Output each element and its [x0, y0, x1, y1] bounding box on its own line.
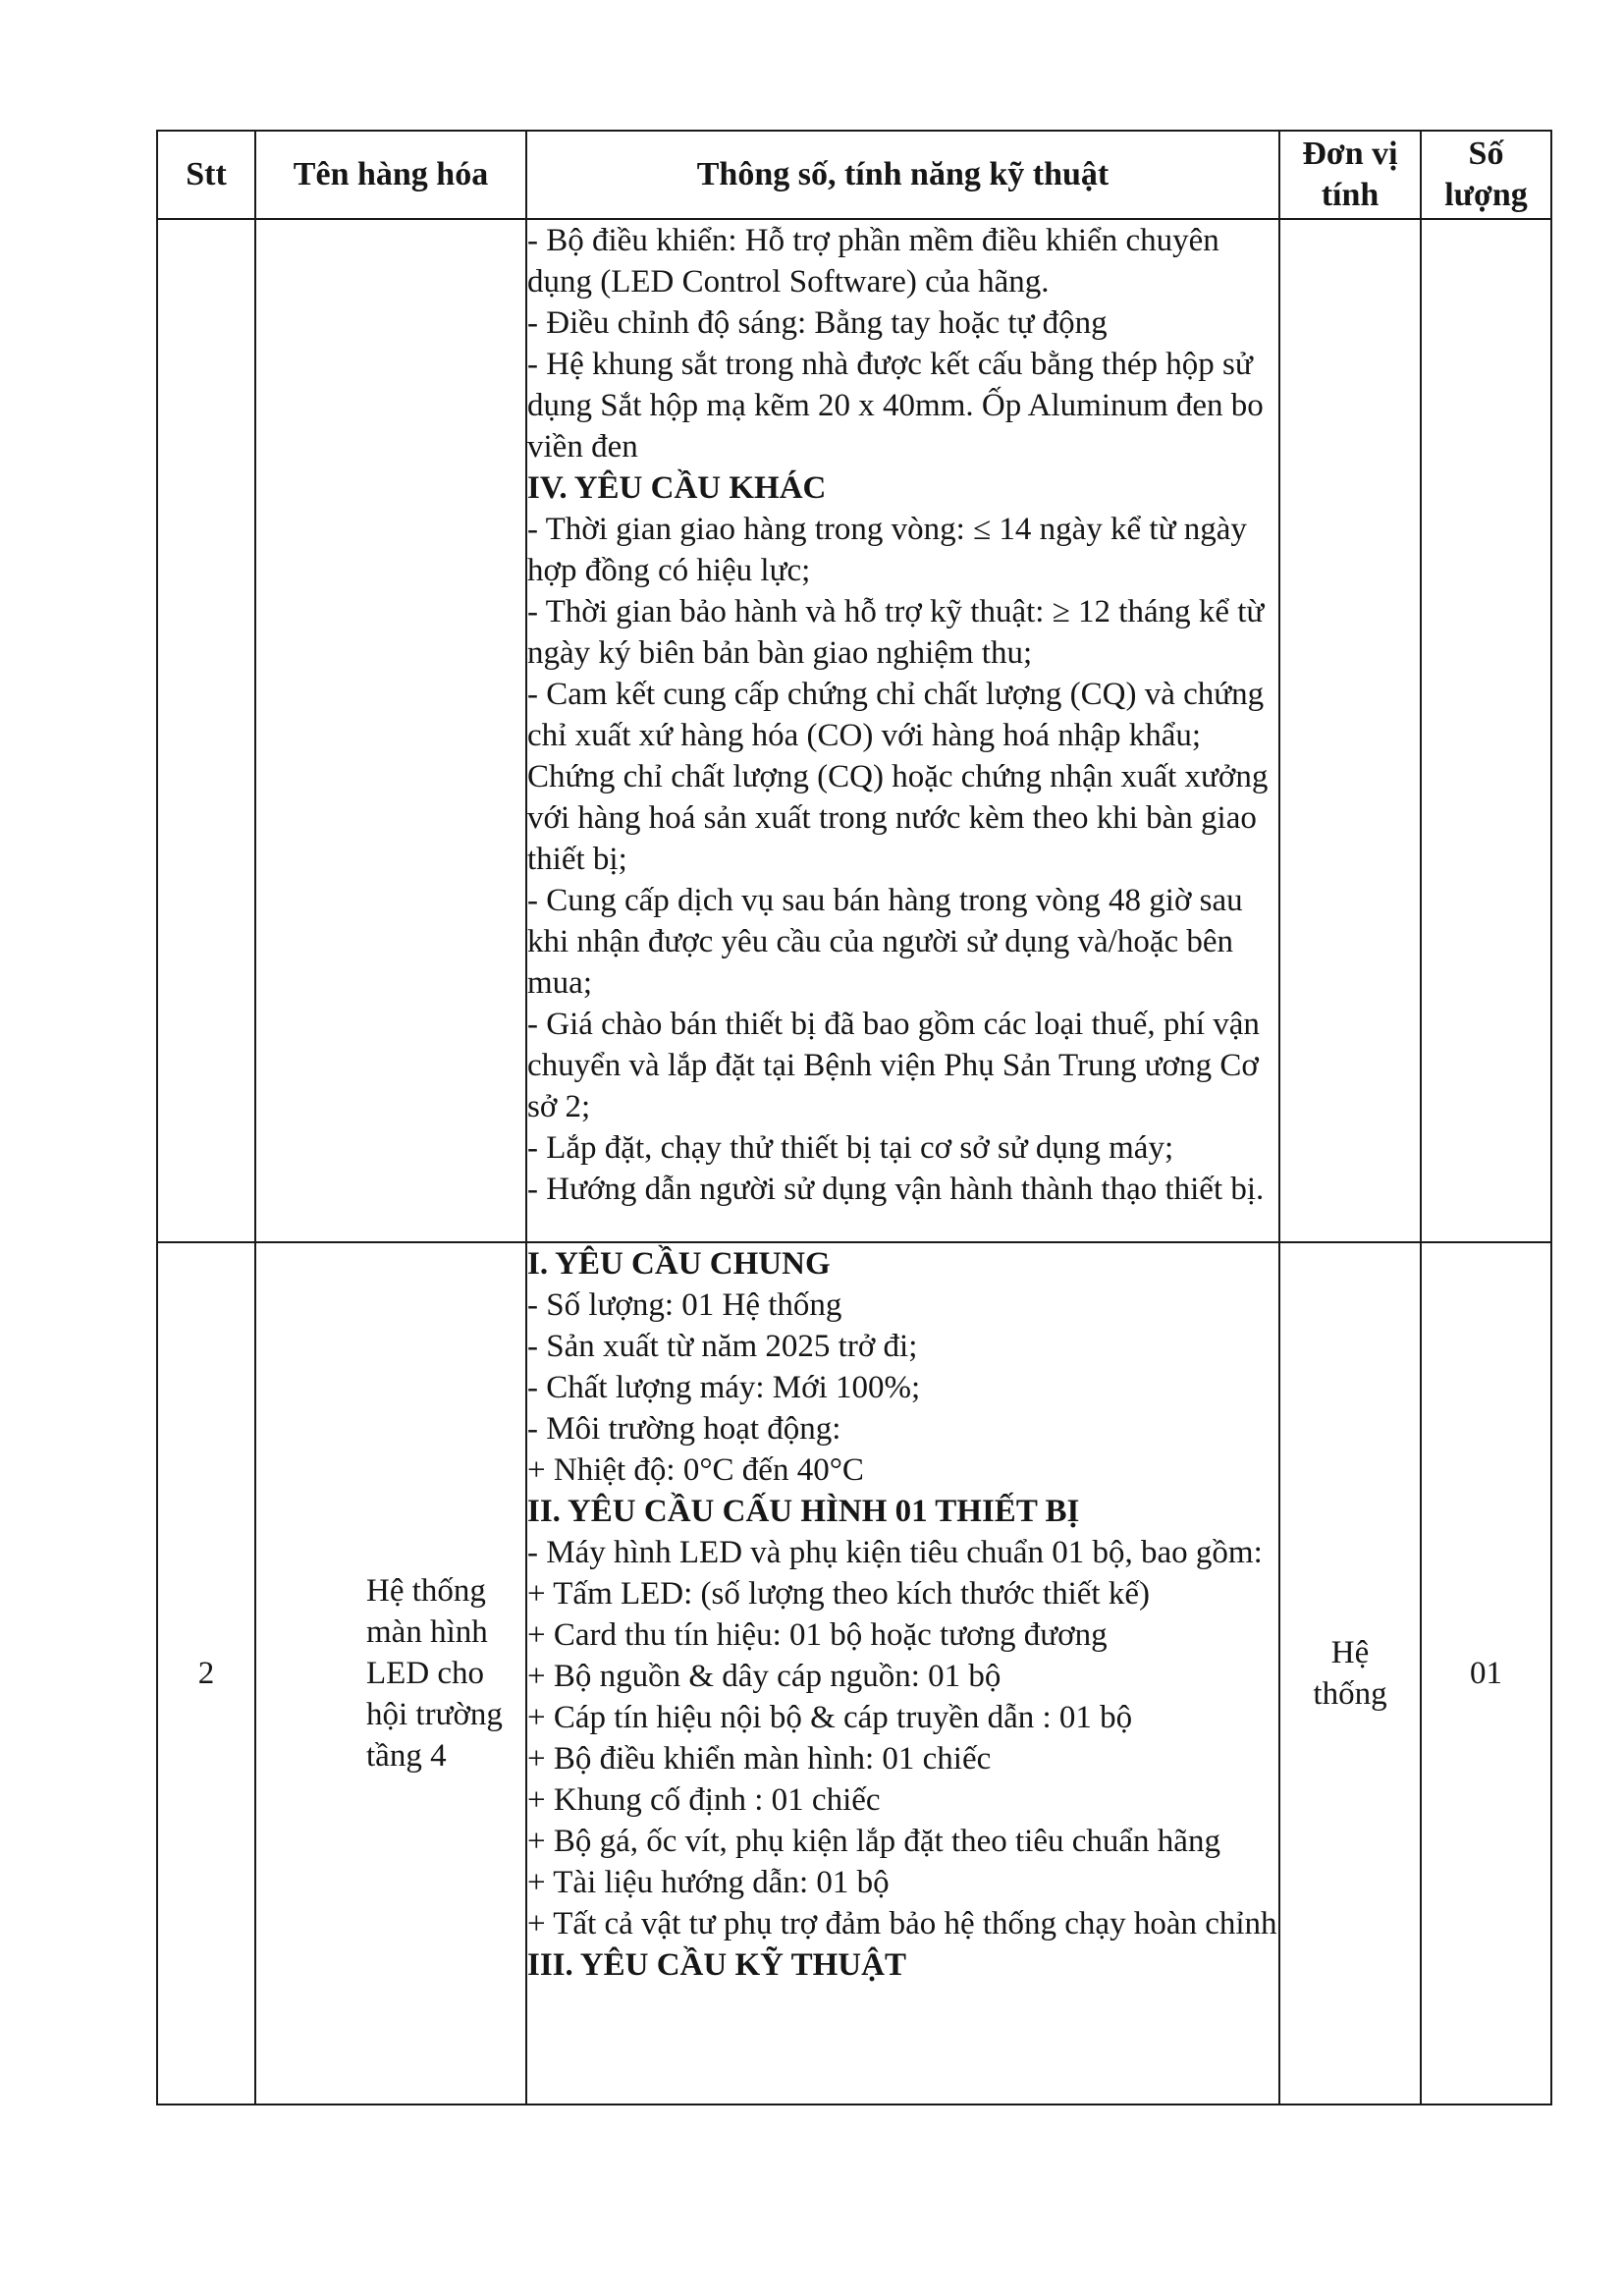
spec-line: - Cam kết cung cấp chứng chỉ chất lượng (CQ) và chứng chỉ xuất xứ hàng hóa (CO) với hàng hoá nhập khẩu; Chứng chỉ chất lượng (CQ) hoặc chứng nhận xuất xưởng với hàng hoá sản xuất trong nước kèm theo khi bàn giao thiết bị;	[527, 677, 1269, 877]
cell-stt: 2	[157, 1242, 255, 2105]
cell-spec	[526, 1242, 1279, 2105]
cell-name	[255, 219, 526, 1242]
header-qty: Số lượng	[1421, 131, 1551, 219]
section-heading: I. YÊU CẦU CHUNG	[527, 1246, 831, 1282]
spec-line: + Bộ nguồn & dây cáp nguồn: 01 bộ	[527, 1659, 1001, 1694]
cell-unit	[1279, 219, 1421, 1242]
spec-table	[156, 130, 1552, 2105]
spec-line: - Giá chào bán thiết bị đã bao gồm các loại thuế, phí vận chuyển và lắp đặt tại Bệnh viện Phụ Sản Trung ương Cơ sở 2;	[527, 1007, 1260, 1124]
cell-unit: Hệ thống	[1279, 1242, 1421, 2105]
spec-line: + Card thu tín hiệu: 01 bộ hoặc tương đương	[527, 1617, 1108, 1653]
header-unit: Đơn vị tính	[1279, 131, 1421, 219]
spec-line: - Thời gian giao hàng trong vòng: ≤ 14 ngày kể từ ngày hợp đồng có hiệu lực;	[527, 512, 1247, 588]
table-header-row	[157, 131, 1551, 219]
table-row	[157, 219, 1551, 1242]
spec-line: + Tấm LED: (số lượng theo kích thước thiết kế)	[527, 1576, 1150, 1612]
spec-line: - Môi trường hoạt động:	[527, 1411, 841, 1447]
spec-line: + Nhiệt độ: 0°C đến 40°C	[527, 1452, 864, 1488]
spec-line: - Hướng dẫn người sử dụng vận hành thành thạo thiết bị.	[527, 1172, 1265, 1207]
spec-line: - Hệ khung sắt trong nhà được kết cấu bằng thép hộp sử dụng Sắt hộp mạ kẽm 20 x 40mm. Ốp Aluminum đen bo viền đen	[527, 347, 1264, 465]
spec-line: + Tất cả vật tư phụ trợ đảm bảo hệ thống chạy hoàn chỉnh	[527, 1906, 1277, 1941]
spec-line: - Thời gian bảo hành và hỗ trợ kỹ thuật: ≥ 12 tháng kể từ ngày ký biên bản bàn giao nghiệm thu;	[527, 594, 1265, 671]
cell-stt	[157, 219, 255, 1242]
spec-line: - Máy hình LED và phụ kiện tiêu chuẩn 01 bộ, bao gồm:	[527, 1535, 1263, 1570]
spec-line: + Bộ gá, ốc vít, phụ kiện lắp đặt theo tiêu chuẩn hãng	[527, 1824, 1220, 1859]
table-row	[157, 1242, 1551, 2105]
spec-line: + Tài liệu hướng dẫn: 01 bộ	[527, 1865, 890, 1900]
spec-line: + Khung cố định : 01 chiếc	[527, 1782, 881, 1818]
spec-line: - Bộ điều khiển: Hỗ trợ phần mềm điều khiển chuyên dụng (LED Control Software) của hãng.	[527, 223, 1219, 300]
spec-line: - Chất lượng máy: Mới 100%;	[527, 1370, 921, 1405]
spec-line: - Sản xuất từ năm 2025 trở đi;	[527, 1329, 918, 1364]
spec-line: - Lắp đặt, chạy thử thiết bị tại cơ sở sử dụng máy;	[527, 1130, 1174, 1166]
section-heading: II. YÊU CẦU CẤU HÌNH 01 THIẾT BỊ	[527, 1494, 1080, 1529]
header-spec: Thông số, tính năng kỹ thuật	[526, 131, 1279, 219]
cell-qty: 01	[1421, 1242, 1551, 2105]
cell-name: Hệ thống màn hình LED cho hội trường tầng 4	[255, 1242, 526, 2105]
header-stt: Stt	[157, 131, 255, 219]
header-name: Tên hàng hóa	[255, 131, 526, 219]
section-heading: III. YÊU CẦU KỸ THUẬT	[527, 1947, 906, 1983]
cell-qty	[1421, 219, 1551, 1242]
cell-spec	[526, 219, 1279, 1242]
spec-line: - Cung cấp dịch vụ sau bán hàng trong vòng 48 giờ sau khi nhận được yêu cầu của người sử dụng và/hoặc bên mua;	[527, 883, 1243, 1001]
spec-line: + Bộ điều khiển màn hình: 01 chiếc	[527, 1741, 992, 1777]
section-heading: IV. YÊU CẦU KHÁC	[527, 470, 827, 506]
spec-line: - Điều chỉnh độ sáng: Bằng tay hoặc tự động	[527, 305, 1108, 341]
spec-line: - Số lượng: 01 Hệ thống	[527, 1287, 842, 1323]
spec-line: + Cáp tín hiệu nội bộ & cáp truyền dẫn : 01 bộ	[527, 1700, 1133, 1735]
